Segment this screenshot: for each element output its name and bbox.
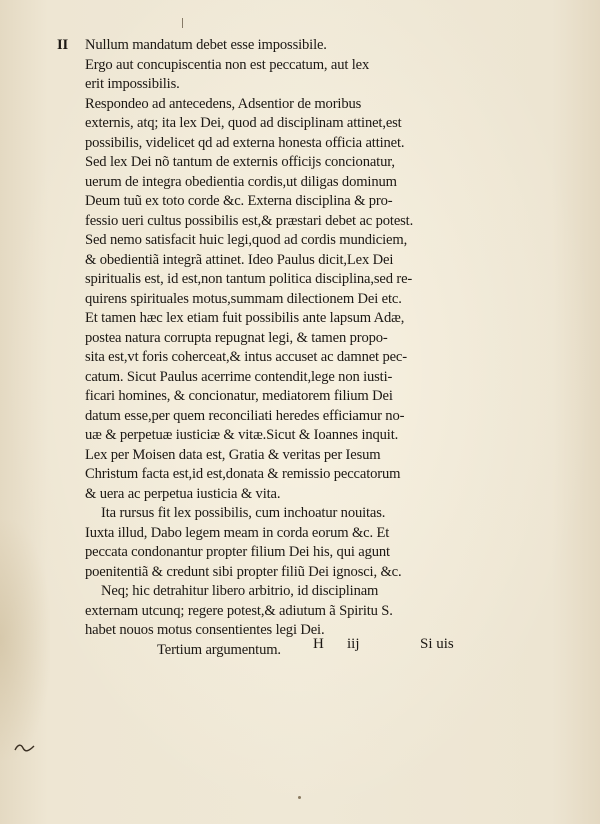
text-line-23: Christum facta est,id est,donata & remissio peccatorum [85,466,401,482]
text-line-5: externis, atq; ita lex Dei, quod ad disciplinam attinet,est [85,115,402,131]
section-heading: Tertium argumentum. [157,641,281,658]
text-line-14: quirens spirituales motus,summam dilectionem Dei etc. [85,290,402,307]
text-line-16: postea natura corrupta repugnat legi, & tamen propo- [85,329,388,346]
paper-mark [182,18,183,28]
text-line-19: ficari homines, & concionatur, mediatorem filium Dei [85,388,393,404]
text-line-25: Ita rursus fit lex possibilis, cum inchoatur nouitas. [101,505,386,521]
text-line-12: & obedientiã integrã attinet. Ideo Paulus dicit,Lex Dei [85,251,394,268]
text-line-3: erit impossibilis. [85,76,180,92]
text-line-7: Sed lex Dei nõ tantum de externis officijs concionatur, [85,154,395,170]
paper-speck [298,796,301,799]
text-line-30: externam utcunq; regere potest,& adiutum ã Spiritu S. [85,602,393,619]
text-line-26: Iuxta illud, Dabo legem meam in corda eorum &c. Et [85,524,390,541]
text-line-2: Ergo aut concupiscentia non est peccatum, aut lex [85,56,370,73]
text-line-6: possibilis, videlicet qd ad externa honesta officia attinet. [85,134,405,151]
text-line-29: Neq; hic detrahitur libero arbitrio, id disciplinam [101,583,379,599]
folio-number: II [57,37,69,53]
body-text [57,36,469,660]
text-line-18: catum. Sicut Paulus acerrime contendit,lege non iusti- [85,368,393,385]
footer-signature-row [0,636,600,658]
catchword: Si uis [420,636,454,652]
text-line-24: & uera ac perpetua iusticia & vita. [85,485,281,502]
text-line-8: uerum de integra obedientia cordis,ut diligas dominum [85,173,397,190]
text-line-15: Et tamen hæc lex etiam fuit possibilis ante lapsum Adæ, [85,310,405,326]
text-line-20: datum esse,per quem reconciliati heredes efficiamur no- [85,407,405,424]
text-line-17: sita est,vt foris coherceat,& intus accuset ac damnet pec- [85,349,407,365]
text-line-27: peccata condonantur propter filium Dei his, qui agunt [85,544,390,560]
ink-squiggle-icon [14,742,36,754]
text-line-13: spiritualis est, id est,non tantum politica disciplina,sed re- [85,271,413,287]
text-line-21: uæ & perpetuæ iusticiæ & vitæ.Sicut & Ioannes inquit. [85,427,399,443]
text-line-4: Respondeo ad antecedens, Adsentior de moribus [85,95,362,112]
text-line-9: Deum tuũ ex toto corde &c. Externa disciplina & pro- [85,193,393,209]
text-line-31: habet nouos motus consentientes legi Dei. [85,622,325,638]
text-line-28: poenitentiã & credunt sibi propter filiũ Dei ignosci, &c. [85,563,402,580]
text-line-22: Lex per Moisen data est, Gratia & veritas per Iesum [85,446,381,463]
text-line-1: II Nullum mandatum debet esse impossibile. [57,36,469,56]
signature-numeral: iij [347,636,360,652]
signature-letter: H [313,636,324,652]
text-line-10: fessio ueri cultus possibilis est,& præstari debet ac potest. [85,212,414,229]
text-line-11: Sed nemo satisfacit huic legi,quod ad cordis mundiciem, [85,232,408,248]
